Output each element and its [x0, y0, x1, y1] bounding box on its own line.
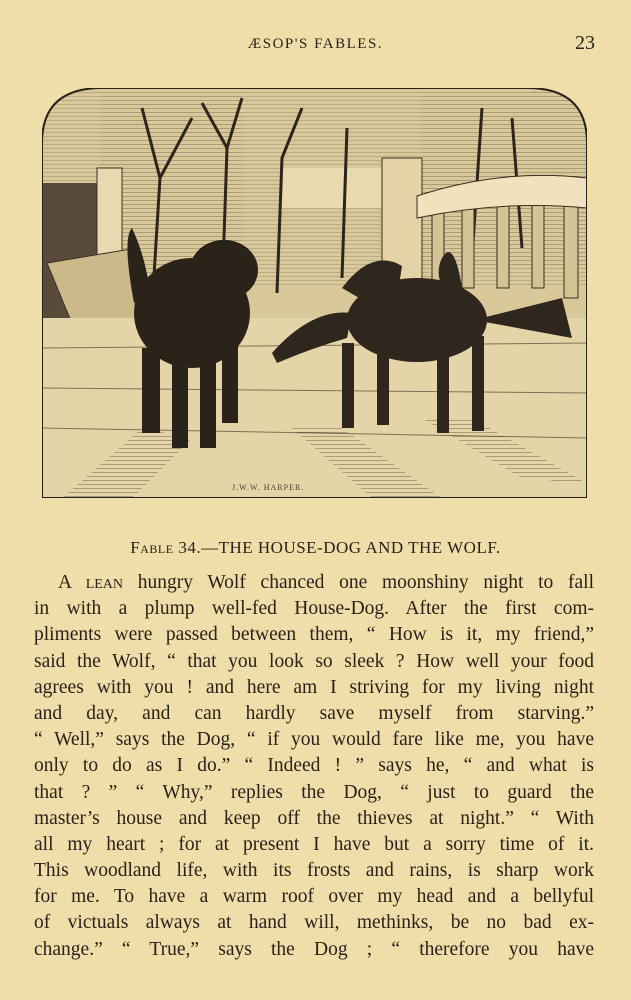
text-line: agrees with you ! and here am I striving for my living night	[34, 676, 594, 698]
text-line: in with a plump well-fed House-Dog. After the first com-	[34, 598, 594, 620]
text-line: pliments were passed between them, “ How is it, my friend,”	[34, 624, 594, 646]
engraver-signature: J.W.W. HARPER.	[232, 483, 305, 492]
fable-text	[34, 570, 594, 963]
text-line: A lean hungry Wolf chanced one moonshiny night to fall	[58, 572, 594, 593]
text-line: for me. To have a warm roof over my head and a bellyful	[34, 886, 594, 908]
text-line: said the Wolf, “ that you look so sleek ? How well your food	[34, 650, 594, 672]
fable-number: Fable 34.	[130, 538, 202, 557]
text-line: change.” “ True,” says the Dog ; “ therefore you have	[34, 938, 594, 960]
text-line: and day, and can hardly save myself from starving.”	[34, 702, 594, 724]
text-line: “ Well,” says the Dog, “ if you would fare like me, you have	[34, 729, 594, 751]
fable-heading	[0, 538, 631, 558]
text-line: that ? ” “ Why,” replies the Dog, “ just to guard the	[34, 781, 594, 803]
fable-title: —THE HOUSE-DOG AND THE WOLF.	[201, 538, 501, 557]
text-line: all my heart ; for at present I have but a sorry time of it.	[34, 833, 594, 855]
text-line: of victuals always at hand will, methinks, be no bad ex-	[34, 912, 594, 934]
fable-illustration	[42, 88, 587, 498]
dropcap-words: A lean	[58, 572, 124, 593]
running-head	[0, 32, 631, 56]
text-line: This woodland life, with its frosts and rains, is sharp work	[34, 860, 594, 882]
text-line: master’s house and keep off the thieves at night.” “ With	[34, 807, 594, 829]
running-title: ÆSOP'S FABLES.	[247, 36, 384, 52]
page-number: 23	[575, 32, 595, 54]
text-line: only to do as I do.” “ Indeed ! ” says he, “ and what is	[34, 755, 594, 777]
